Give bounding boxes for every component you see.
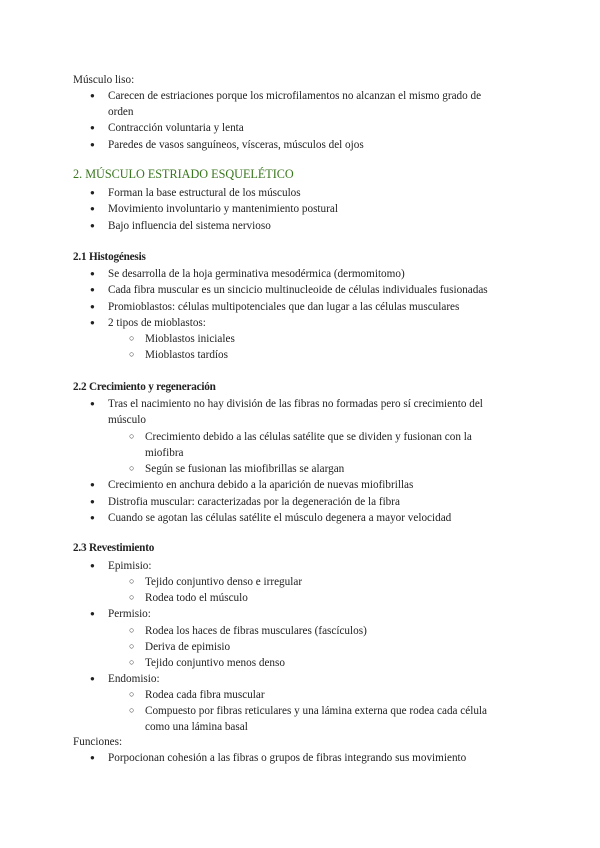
perimisio-label: Permisio: (108, 608, 151, 620)
crecimiento-item-cont: músculo (108, 414, 146, 426)
bullet-icon: ● (90, 204, 95, 213)
bullet-icon: ● (90, 188, 95, 197)
estriado-item: Forman la base estructural de los músculos (108, 187, 301, 199)
bullet-icon: ● (90, 285, 95, 294)
circle-bullet-icon: ○ (129, 705, 135, 715)
bullet-icon: ● (90, 399, 95, 408)
liso-item: Contracción voluntaria y lenta (108, 122, 244, 134)
liso-item: Paredes de vasos sanguíneos, vísceras, músculos del ojos (108, 139, 364, 151)
subsection-title-crecimiento: 2.2 Crecimiento y regeneración (73, 381, 216, 393)
circle-bullet-icon: ○ (129, 349, 135, 359)
funciones-item: Porpocionan cohesión a las fibras o grupos de fibras integrando sus movimiento (108, 752, 467, 764)
circle-bullet-icon: ○ (129, 431, 135, 441)
perimisio-subitem: Deriva de epimisio (145, 641, 231, 653)
bullet-icon: ● (90, 561, 95, 570)
circle-bullet-icon: ○ (129, 592, 135, 602)
crecimiento-item: Distrofia muscular: caracterizadas por la degeneración de la fibra (108, 496, 400, 508)
bullet-icon: ● (90, 497, 95, 506)
liso-item: Carecen de estriaciones porque los microfilamentos no alcanzan el mismo grado de (108, 90, 482, 102)
perimisio-subitem: Rodea los haces de fibras musculares (fascículos) (145, 625, 367, 637)
crecimiento-subitem: Según se fusionan las miofibrillas se alargan (145, 463, 345, 475)
circle-bullet-icon: ○ (129, 625, 135, 635)
epimisio-subitem: Rodea todo el músculo (145, 592, 248, 604)
histogenesis-item: Cada fibra muscular es un sincicio multinucleoide de células individuales fusionadas (108, 284, 488, 296)
crecimiento-item: Tras el nacimiento no hay división de las fibras no formadas pero sí crecimiento del (108, 398, 483, 410)
endomisio-label: Endomisio: (108, 673, 160, 685)
circle-bullet-icon: ○ (129, 689, 135, 699)
estriado-item: Movimiento involuntario y mantenimiento postural (108, 203, 338, 215)
histogenesis-subitem: Mioblastos tardíos (145, 349, 228, 361)
bullet-icon: ● (90, 753, 95, 762)
circle-bullet-icon: ○ (129, 641, 135, 651)
crecimiento-subitem: Crecimiento debido a las células satélite que se dividen y fusionan con la (145, 431, 472, 443)
endomisio-subitem: Rodea cada fibra muscular (145, 689, 265, 701)
bullet-icon: ● (90, 269, 95, 278)
histogenesis-item: Promioblastos: células multipotenciales que dan lugar a las células musculares (108, 301, 460, 313)
subsection-title-revestimiento: 2.3 Revestimiento (73, 542, 155, 554)
bullet-icon: ● (90, 91, 95, 100)
histogenesis-item: Se desarrolla de la hoja germinativa mesodérmica (dermomitomo) (108, 268, 405, 280)
bullet-icon: ● (90, 513, 95, 522)
histogenesis-subitem: Mioblastos iniciales (145, 333, 235, 345)
liso-heading: Músculo liso: (73, 74, 135, 86)
estriado-item: Bajo influencia del sistema nervioso (108, 220, 271, 232)
circle-bullet-icon: ○ (129, 657, 135, 667)
bullet-icon: ● (90, 123, 95, 132)
section-title-estriado: 2. MÚSCULO ESTRIADO ESQUELÉTICO (73, 167, 294, 181)
crecimiento-item: Cuando se agotan las células satélite el músculo degenera a mayor velocidad (108, 512, 452, 524)
subsection-title-histogenesis: 2.1 Histogénesis (73, 251, 146, 263)
bullet-icon: ● (90, 221, 95, 230)
epimisio-label: Epimisio: (108, 560, 152, 572)
bullet-icon: ● (90, 609, 95, 618)
endomisio-subitem: Compuesto por fibras reticulares y una lámina externa que rodea cada célula (145, 705, 488, 717)
bullet-icon: ● (90, 480, 95, 489)
perimisio-subitem: Tejido conjuntivo menos denso (145, 657, 285, 669)
bullet-icon: ● (90, 140, 95, 149)
histogenesis-item: 2 tipos de mioblastos: (108, 317, 206, 329)
circle-bullet-icon: ○ (129, 463, 135, 473)
endomisio-subitem-cont: como una lámina basal (145, 721, 248, 733)
bullet-icon: ● (90, 318, 95, 327)
circle-bullet-icon: ○ (129, 576, 135, 586)
crecimiento-subitem-cont: miofibra (145, 447, 184, 459)
circle-bullet-icon: ○ (129, 333, 135, 343)
bullet-icon: ● (90, 302, 95, 311)
bullet-icon: ● (90, 674, 95, 683)
liso-item-cont: orden (108, 106, 134, 118)
funciones-heading: Funciones: (73, 736, 123, 748)
crecimiento-item: Crecimiento en anchura debido a la aparición de nuevas miofibrillas (108, 479, 414, 491)
epimisio-subitem: Tejido conjuntivo denso e irregular (145, 576, 303, 588)
